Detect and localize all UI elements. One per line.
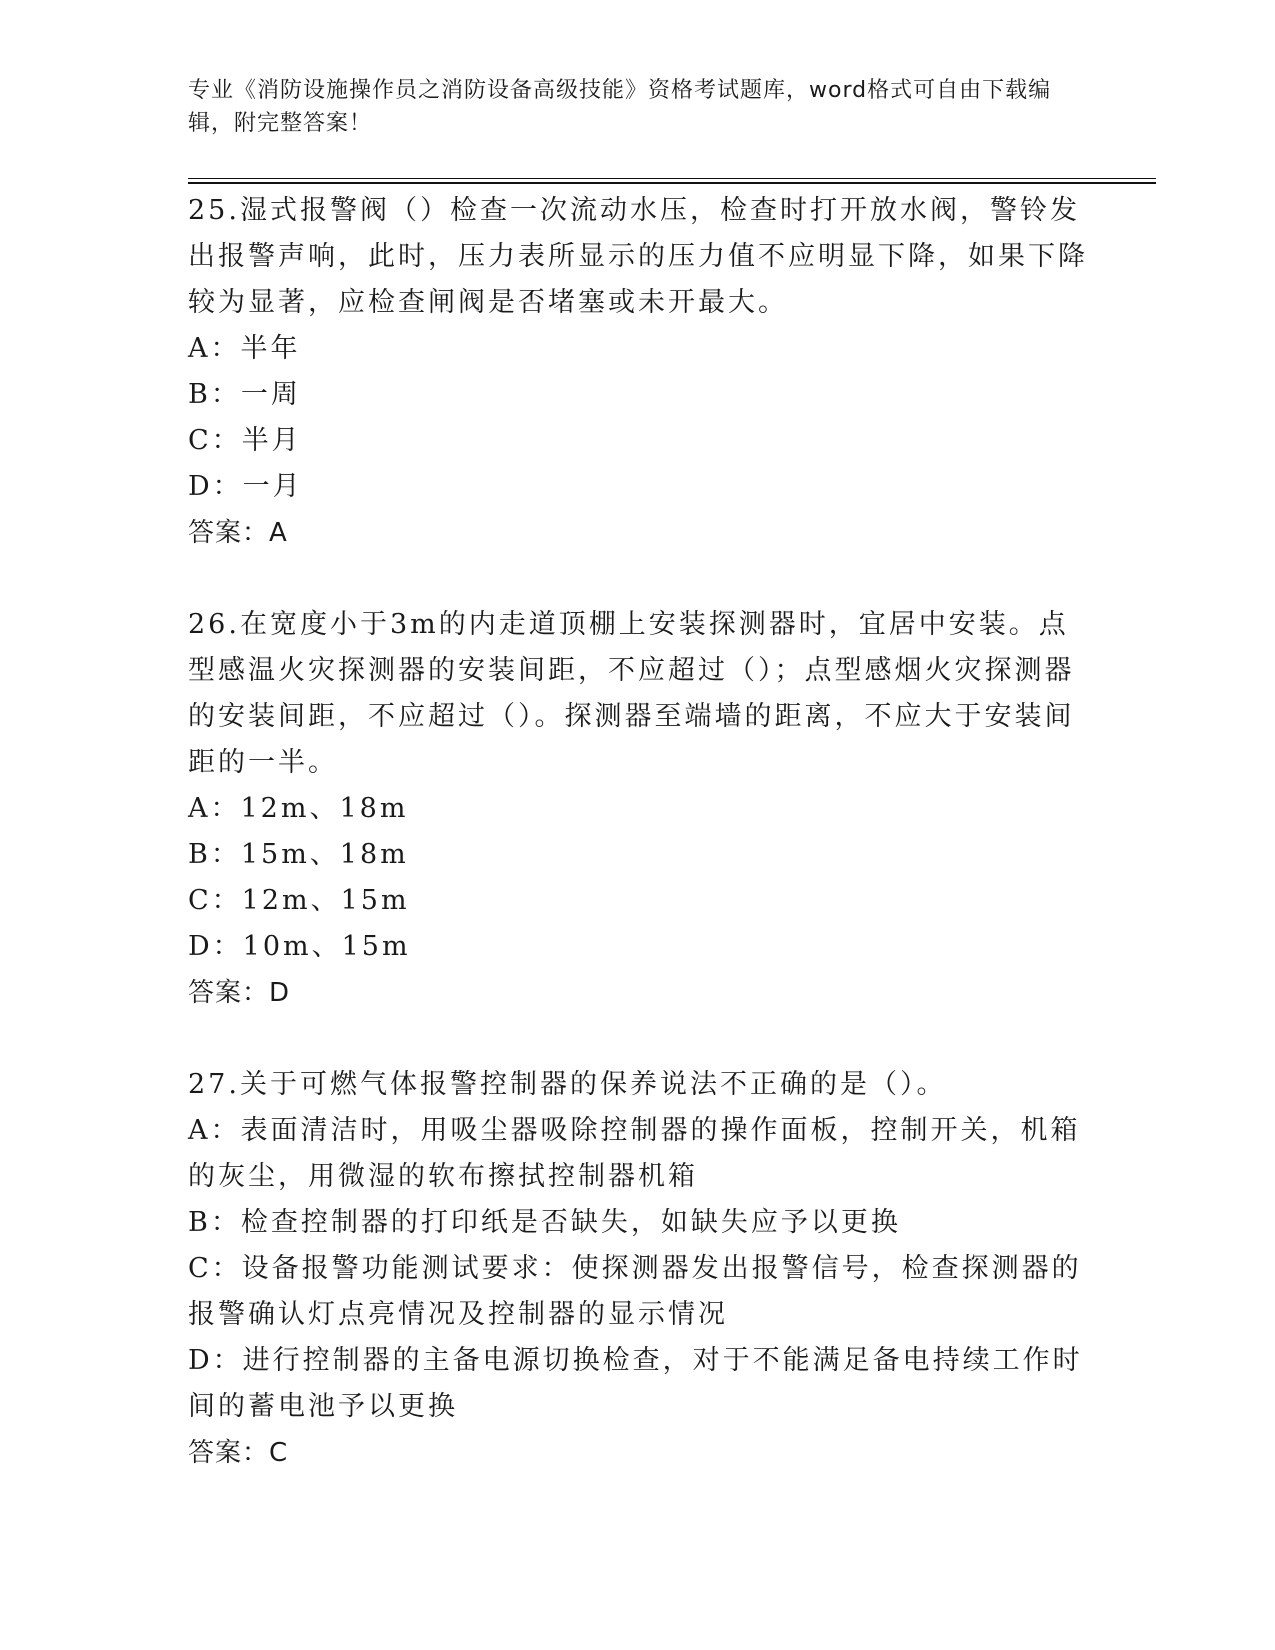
option-a: A：表面清洁时，用吸尘器吸除控制器的操作面板，控制开关，机箱的灰尘，用微湿的软布擦拭控制器机箱 (188, 1115, 1081, 1192)
option-a: A：12m、18m (188, 793, 409, 824)
option-d: D：10m、15m (188, 931, 411, 962)
question-stem: 26.在宽度小于3m的内走道顶棚上安装探测器时，宜居中安装。点型感温火灾探测器的安装间距，不应超过（）；点型感烟火灾探测器的安装间距，不应超过（）。探测器至端墙的距离，不应大于安装间距的一半。 (188, 609, 1075, 778)
answer-line: 答案：D (188, 978, 291, 1008)
question-list (188, 188, 1088, 1476)
option-c: C：12m、15m (188, 885, 410, 916)
answer-line: 答案：A (188, 518, 288, 548)
question-27 (188, 1062, 1088, 1476)
question-stem: 27.关于可燃气体报警控制器的保养说法不正确的是（）。 (188, 1069, 947, 1100)
option-b: B：检查控制器的打印纸是否缺失，如缺失应予以更换 (188, 1207, 901, 1238)
header-divider-thin (188, 178, 1156, 179)
question-26 (188, 602, 1088, 1016)
question-stem: 25.湿式报警阀（）检查一次流动水压，检查时打开放水阀，警铃发出报警声响，此时，压力表所显示的压力值不应明显下降，如果下降较为显著，应检查闸阀是否堵塞或未开最大。 (188, 195, 1088, 318)
option-b: B：15m、18m (188, 839, 409, 870)
option-d: D：一月 (188, 471, 303, 502)
header-divider-thick (188, 182, 1156, 184)
option-a: A：半年 (188, 333, 301, 364)
option-d: D：进行控制器的主备电源切换检查，对于不能满足备电持续工作时间的蓄电池予以更换 (188, 1345, 1083, 1422)
header-description: 专业《消防设施操作员之消防设备高级技能》资格考试题库，word格式可自由下载编辑，附完整答案！ (188, 78, 1052, 136)
answer-line: 答案：C (188, 1438, 289, 1468)
option-c: C：设备报警功能测试要求：使探测器发出报警信号，检查探测器的报警确认灯点亮情况及控制器的显示情况 (188, 1253, 1082, 1330)
question-spacer (188, 556, 1088, 602)
option-b: B：一周 (188, 379, 301, 410)
question-spacer (188, 1016, 1088, 1062)
option-c: C：半月 (188, 425, 302, 456)
question-25 (188, 188, 1088, 556)
